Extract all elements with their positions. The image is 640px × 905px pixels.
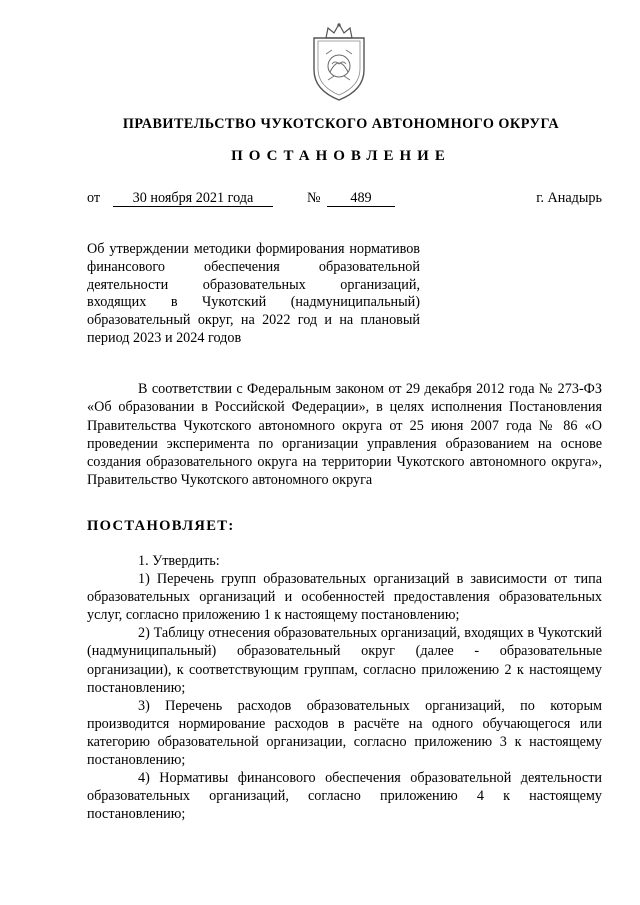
- document-date: 30 ноября 2021 года: [113, 190, 273, 207]
- coat-of-arms-icon: [308, 20, 370, 104]
- document-number: 489: [327, 190, 395, 207]
- number-label: №: [307, 190, 321, 206]
- list-item: 2) Таблицу отнесения образовательных организаций, входящих в Чукотский (надмуниципальный) образовательный округ (далее - образовательные организации), к соответствующим группам, согласно приложению 2 к настоящему постановлению;: [87, 625, 602, 696]
- list-item: 4) Нормативы финансового обеспечения образовательной деятельности образовательных организаций, согласно приложению 4 к настоящему постановлению;: [87, 770, 602, 823]
- list-item: 3) Перечень расходов образовательных организаций, по которым производится нормирование расходов в расчёте на одного обучающегося или категорию образовательной организации, согласно приложению 3 к настоящему постановлению;: [87, 697, 602, 769]
- emblem-graphic: [308, 20, 370, 104]
- preamble-text: В соответствии с Федеральным законом от 29 декабря 2012 года № 273-ФЗ «Об образовании в Российской Федерации», в целях исполнения Постановления Правительства Чукотского автономного округа от 25 июня 2007 года № 86 «О проведении эксперимента по организации управления образованием на основе создания образовательного округа на территории Чукотского автономного округа», Правительство Чукотского автономного округа: [87, 381, 602, 489]
- list-item: 1. Утвердить:: [138, 553, 220, 569]
- government-title: ПРАВИТЕЛЬСТВО ЧУКОТСКОГО АВТОНОМНОГО ОКРУГА: [122, 116, 560, 132]
- document-type: ПОСТАНОВЛЕНИЕ: [231, 148, 451, 164]
- from-label: от: [87, 190, 101, 206]
- resolution-items: [87, 552, 602, 823]
- resolves-heading: ПОСТАНОВЛЯЕТ:: [87, 518, 235, 534]
- document-meta: [87, 190, 602, 210]
- list-item: 1) Перечень групп образовательных организаций в зависимости от типа образовательных организаций и особенностей предоставления образовательных услуг, согласно приложению 1 к настоящему постановлению;: [87, 571, 602, 624]
- document-subject: Об утверждении методики формирования нормативов финансового обеспечения образовательной деятельности образовательных организаций, входящих в Чукотский (надмуниципальный) образовательный округ, на 2022 год и на плановый период 2023 и 2024 годов: [87, 241, 420, 346]
- place: г. Анадырь: [536, 190, 602, 206]
- preamble: [87, 380, 602, 490]
